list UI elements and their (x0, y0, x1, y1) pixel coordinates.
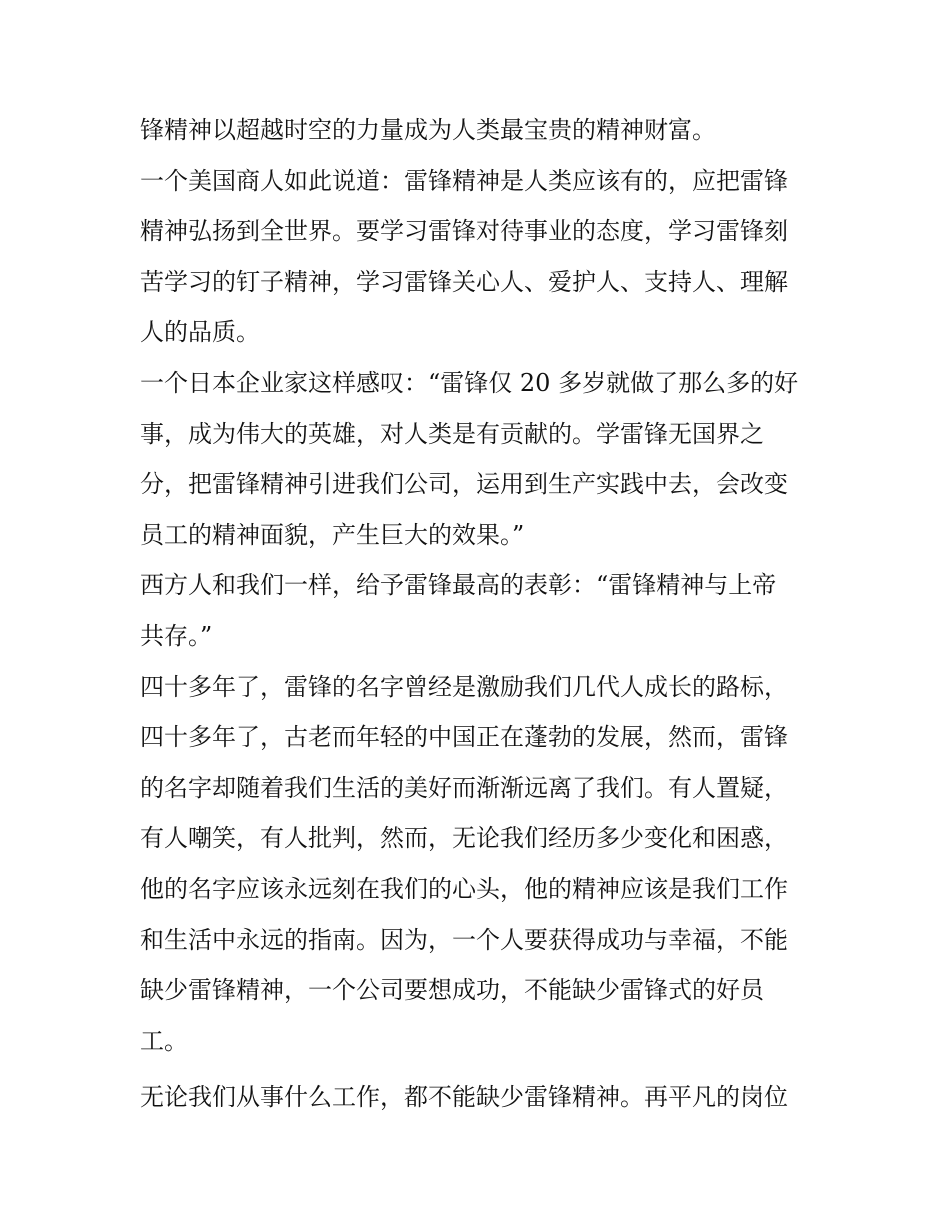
text-line: 人的品质。 (140, 318, 260, 347)
text-line: 和生活中永远的指南。因为，一个人要获得成功与幸福，不能 (140, 925, 788, 954)
text-line: 员工的精神面貌，产生巨大的效果。” (140, 520, 525, 549)
text-line: 事，成为伟大的英雄，对人类是有贡献的。学雷锋无国界之 (140, 419, 764, 448)
text-line: 共存。” (140, 621, 213, 650)
text-line: 锋精神以超越时空的力量成为人类最宝贵的精神财富。 (140, 116, 716, 144)
text-line: 四十多年了，古老而年轻的中国正在蓬勃的发展，然而，雷锋 (140, 723, 788, 752)
text-line: 精神弘扬到全世界。要学习雷锋对待事业的态度，学习雷锋刻 (140, 217, 788, 246)
text-line: 四十多年了，雷锋的名字曾经是激励我们几代人成长的路标， (140, 672, 788, 701)
text-line: 无论我们从事什么工作，都不能缺少雷锋精神。再平凡的岗位 (140, 1083, 788, 1112)
text-line: 分，把雷锋精神引进我们公司，运用到生产实践中去，会改变 (140, 470, 788, 499)
text-line: 的名字却随着我们生活的美好而渐渐远离了我们。有人置疑， (140, 773, 788, 802)
text-line: 有人嘲笑，有人批判，然而，无论我们经历多少变化和困惑， (140, 824, 788, 853)
text-line: 苦学习的钉子精神，学习雷锋关心人、爱护人、支持人、理解 (140, 267, 788, 296)
text-line: 他的名字应该永远刻在我们的心头，他的精神应该是我们工作 (140, 874, 788, 903)
text-line: 工。 (140, 1026, 188, 1055)
document-body (140, 108, 820, 1126)
text-line: 一个美国商人如此说道：雷锋精神是人类应该有的，应把雷锋 (140, 166, 788, 195)
text-line: 西方人和我们一样，给予雷锋最高的表彰：“雷锋精神与上帝 (140, 571, 777, 600)
text-line: 一个日本企业家这样感叹：“雷锋仅 20 多岁就做了那么多的好 (140, 368, 799, 397)
text-line: 缺少雷锋精神，一个公司要想成功，不能缺少雷锋式的好员 (140, 976, 764, 1005)
